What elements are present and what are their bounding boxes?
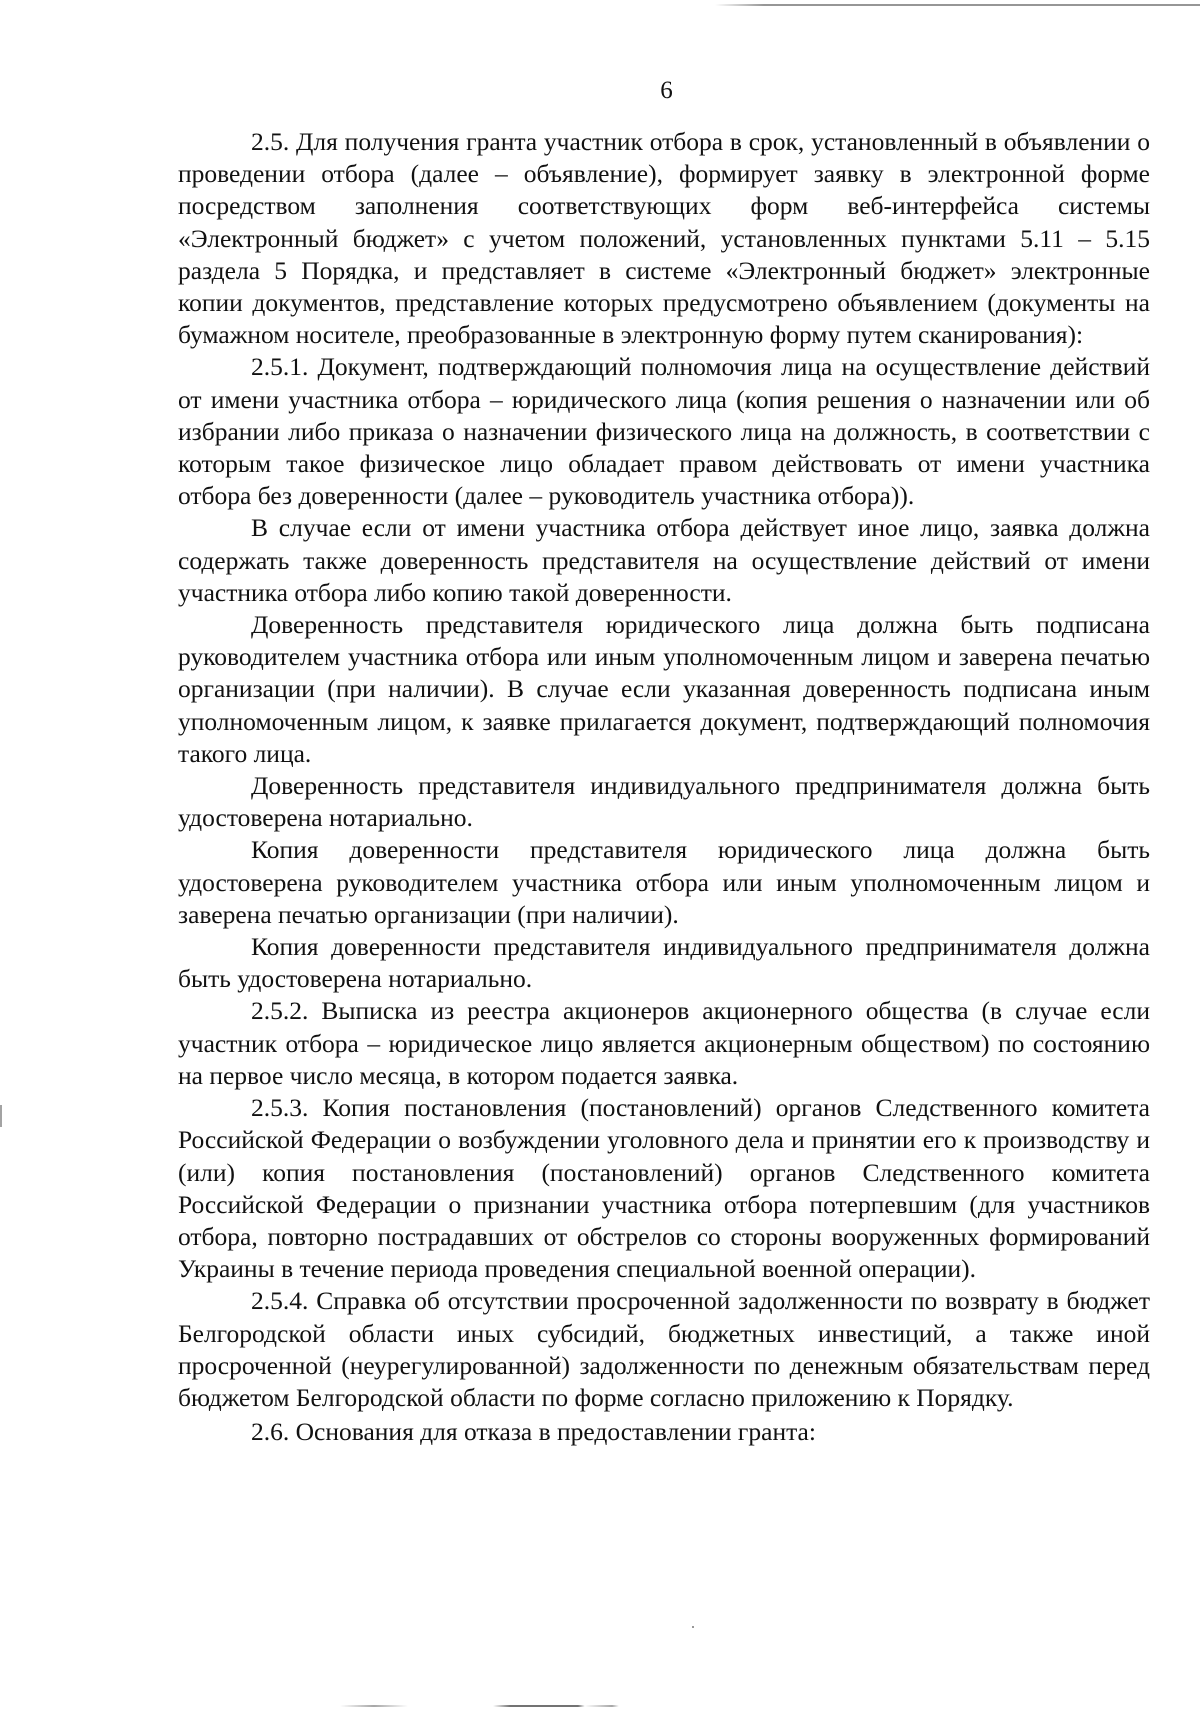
paragraph-entrepreneur-proxy: Доверенность представителя индивидуального предпринимателя должна быть удостоверена нотариально.	[178, 771, 1150, 833]
paragraph-2-5-3: 2.5.3. Копия постановления (постановлений) органов Следственного комитета Российской Федерации о возбуждении уголовного дела и принятии его к производству и (или) копия постановления (постановлений) органов Следственного комитета Российской Федерации о признании участника отбора потерпевшим (для участников отбора, повторно пострадавших от обстрелов со стороны вооруженных формирований Украины в течение периода проведения специальной военной операции).	[178, 1093, 1150, 1284]
page-number: 6	[660, 77, 673, 104]
paragraph-2-5-2: 2.5.2. Выписка из реестра акционеров акционерного общества (в случае если участник отбора – юридическое лицо является акционерным обществом) по состоянию на первое число месяца, в котором подается заявка.	[178, 996, 1150, 1090]
document-body	[178, 126, 1150, 1448]
paragraph-legal-entity-proxy: Доверенность представителя юридического лица должна быть подписана руководителем участника отбора или иным уполномоченным лицом и заверена печатью организации (при наличии). В случае если указанная доверенность подписана иным уполномоченным лицом, к заявке прилагается документ, подтверждающий полномочия такого лица.	[178, 610, 1150, 768]
paragraph-entrepreneur-proxy-copy: Копия доверенности представителя индивидуального предпринимателя должна быть удостоверена нотариально.	[178, 932, 1150, 994]
paragraph-representative: В случае если от имени участника отбора действует иное лицо, заявка должна содержать также доверенность представителя на осуществление действий от имени участника отбора либо копию такой доверенности.	[178, 513, 1150, 607]
paragraph-2-5-1: 2.5.1. Документ, подтверждающий полномочия лица на осуществление действий от имени участника отбора – юридического лица (копия решения о назначении или об избрании либо приказа о назначении физического лица на должность, в соответствии с которым такое физическое лицо обладает правом действовать от имени участника отбора без доверенности (далее – руководитель участника отбора)).	[178, 352, 1150, 511]
paragraph-legal-entity-proxy-copy: Копия доверенности представителя юридического лица должна быть удостоверена руководителем участника отбора или иным уполномоченным лицом и заверена печатью организации (при наличии).	[178, 835, 1150, 929]
paragraph-2-6: 2.6. Основания для отказа в предоставлении гранта:	[251, 1417, 816, 1447]
scan-margin-mark	[0, 1105, 2, 1127]
scan-edge-line	[715, 4, 1200, 6]
scan-speck	[692, 1626, 694, 1628]
paragraph-2-5: 2.5. Для получения гранта участник отбора в срок, установленный в объявлении о проведении отбора (далее – объявление), формирует заявку в электронной форме посредством заполнения соответствующих форм веб-интерфейса системы «Электронный бюджет» с учетом положений, установленных пунктами 5.11 – 5.15 раздела 5 Порядка, и представляет в системе «Электронный бюджет» электронные копии документов, представление которых предусмотрено объявлением (документы на бумажном носителе, преобразованные в электронную форму путем сканирования):	[178, 127, 1150, 350]
scan-bottom-marks	[340, 1705, 680, 1707]
paragraph-2-5-4: 2.5.4. Справка об отсутствии просроченной задолженности по возврату в бюджет Белгородской области иных субсидий, бюджетных инвестиций, а также иной просроченной (неурегулированной) задолженности по денежным обязательствам перед бюджетом Белгородской области по форме согласно приложению к Порядку.	[178, 1286, 1150, 1412]
